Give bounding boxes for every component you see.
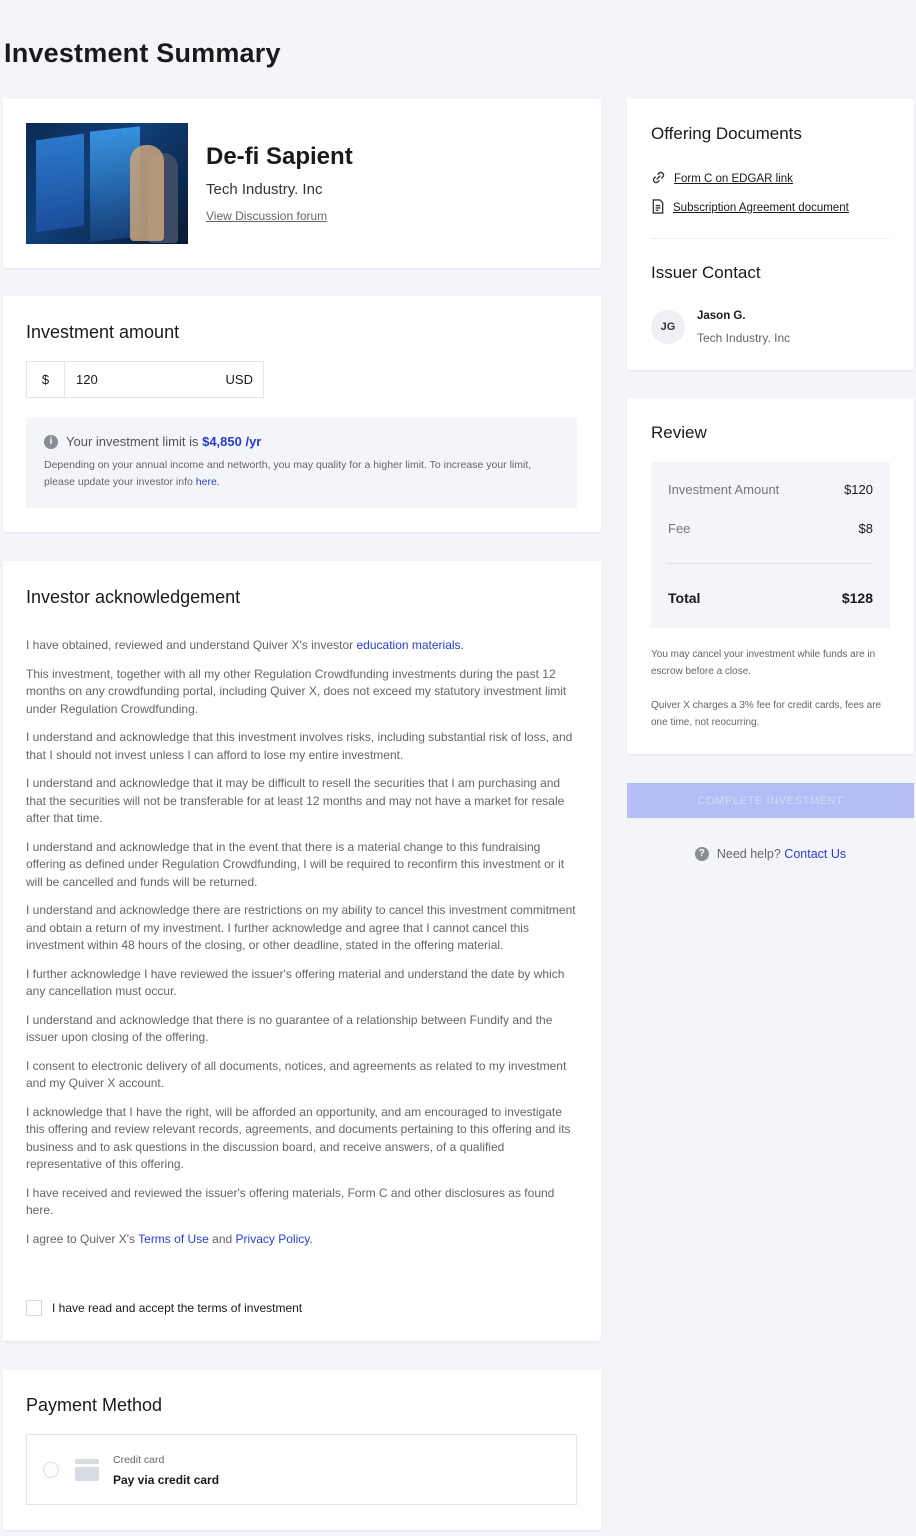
help-row [627,847,914,861]
payment-kind: Credit card [113,1454,165,1466]
limit-prefix: Your investment limit is [66,434,199,449]
review-total-row: Total $128 [668,590,873,606]
offering-documents-title: Offering Documents [651,124,802,143]
list-item: I understand and acknowledge that this investment involves risks, including substantial risk of loss, and that I should not invest unless I can afford to lose my entire investment. [26,730,573,762]
avatar: JG [651,310,685,344]
list-item: I understand and acknowledge that in the event that there is a material change to this fundraising offering as defined under Regulation Crowdfunding, I will be required to reconfirm this investment or it will be cancelled and funds will be returned. [26,839,565,889]
subscription-agreement-link[interactable]: Subscription Agreement document [651,199,849,217]
acknowledgement-title: Investor acknowledgement [26,587,241,607]
list-item: I acknowledge that I have the right, will be afforded an opportunity, and am encouraged to investigate this offering and review relevant records, agreements, and documents pertaining to this offering and its business and to ask questions in the discussion board, and receive answers, of a qualified representative of this offering. [26,1104,571,1171]
view-discussion-forum-link[interactable]: View Discussion forum [206,209,328,223]
issuer-contact-name: Jason G. [697,310,746,322]
help-prefix: Need help? [716,847,781,861]
currency-unit: USD [225,372,253,387]
limit-description: Depending on your annual income and networth, you may quality for a higher limit. To increase your limit, please update your investor info [44,459,532,488]
accept-terms-label: I have read and accept the terms of investment [52,1301,303,1315]
accept-terms-checkbox[interactable] [26,1300,42,1316]
payment-method-card [3,1370,601,1530]
list-item: This investment, together with all my other Regulation Crowdfunding investments during the past 12 months on any crowdfunding portal, including Quiver X, does not exceed my statutory investment limit under Regulation Crowdfunding. [26,666,567,716]
list-item: I understand and acknowledge there are restrictions on my ability to cancel this investment commitment and obtain a return of my investment. I further acknowledge and agree that I cannot cancel this investment within 48 hours of the closing, or other deadline, stated in the offering material. [26,903,576,952]
help-icon: ? [695,847,709,861]
fee-note: Quiver X charges a 3% fee for credit cards, fees are one time, not reocurring. [651,700,882,728]
payment-method-title: Payment Method [26,1395,163,1415]
document-icon [651,199,665,217]
investment-amount-input[interactable] [65,371,226,388]
credit-card-option[interactable] [26,1434,577,1505]
review-fee-row: Fee $8 [668,521,873,536]
privacy-policy-link[interactable]: Privacy Policy. [235,1231,313,1246]
offering-image [26,123,188,244]
review-card [627,398,914,754]
link-icon [651,170,666,188]
offering-company: Tech Industry. Inc [206,181,323,198]
credit-card-icon [75,1459,99,1481]
investment-amount-title: Investment amount [26,322,180,342]
list-item: I understand and acknowledge that there is no guarantee of a relationship between Fundify and the issuer upon closing of the offering. [26,1012,553,1044]
list-item: I understand and acknowledge that it may be difficult to resell the securities that I am purchasing and that the securities will not be transferable for at least 12 months and may not have a market for resale after that time. [26,776,565,825]
page-title: Investment Summary [4,38,281,68]
list-item: I agree to Quiver X's Terms of Use and Privacy Policy. [26,1231,313,1246]
terms-of-use-link[interactable]: Terms of Use [138,1231,209,1246]
contact-us-link[interactable]: Contact Us [784,847,847,861]
review-summary [651,462,890,628]
acknowledgement-list [26,637,578,1259]
investor-acknowledgement-card [3,561,601,1341]
investment-amount-card [3,296,601,532]
currency-symbol: $ [27,362,65,397]
update-investor-info-link[interactable]: here. [195,476,220,488]
offering-card [3,99,601,268]
info-icon: i [44,435,58,449]
education-materials-link[interactable]: education materials. [356,638,464,652]
divider [651,238,890,239]
offering-name: De-fi Sapient [206,143,353,170]
investment-amount-field [26,361,264,398]
issuer-contact-title: Issuer Contact [651,263,761,282]
list-item: I have received and reviewed the issuer's offering materials, Form C and other disclosures as found here. [26,1185,555,1217]
accept-terms-row[interactable] [26,1300,302,1316]
offering-documents-card [627,99,914,370]
investment-limit-box [26,418,577,508]
review-title: Review [651,423,707,442]
list-item: I have obtained, reviewed and understand Quiver X's investor education materials. [26,638,464,652]
credit-card-radio[interactable] [43,1462,59,1478]
complete-investment-button[interactable]: COMPLETE INVESTMENT [627,783,914,818]
limit-value: $4,850 /yr [202,434,262,449]
form-c-link[interactable]: Form C on EDGAR link [651,170,793,188]
payment-label: Pay via credit card [113,1473,220,1487]
list-item: I consent to electronic delivery of all documents, notices, and agreements as related to my investment and my Quiver X account. [26,1058,567,1090]
list-item: I further acknowledge I have reviewed the issuer's offering material and understand the date by which any cancellation must occur. [26,966,565,998]
issuer-contact-company: Tech Industry. Inc [697,331,791,345]
cancel-note: You may cancel your investment while funds are in escrow before a close. [651,649,876,677]
divider [668,563,873,564]
review-amount-row: Investment Amount $120 [668,482,873,497]
